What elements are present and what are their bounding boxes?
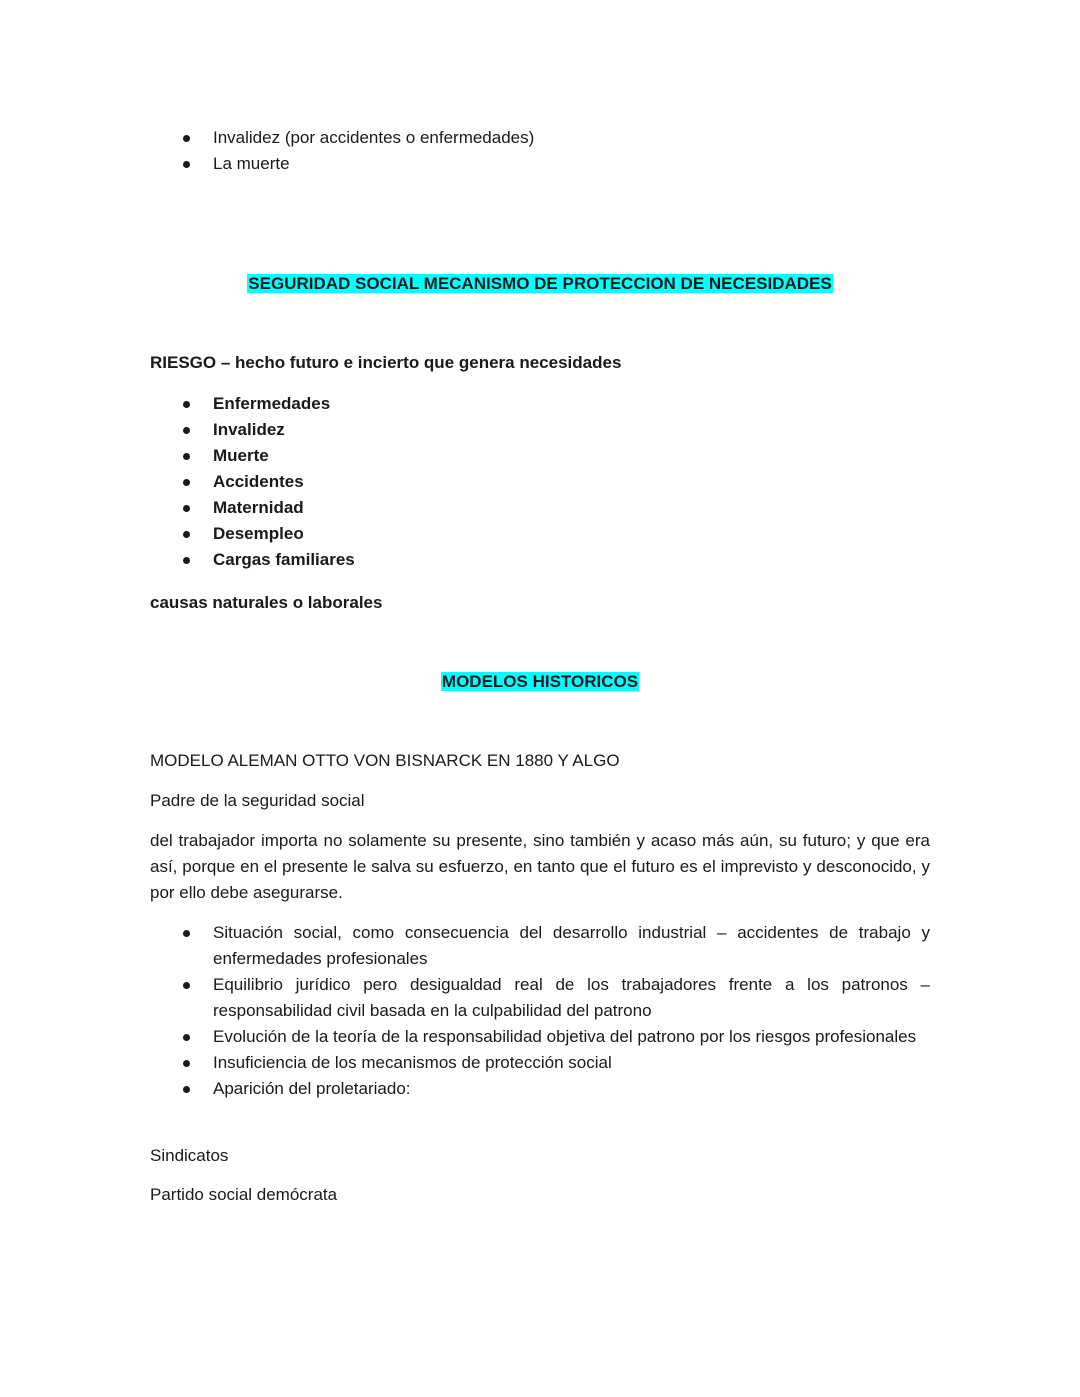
modelo-list — [150, 920, 930, 1102]
list-item: Invalidez (por accidentes o enfermedades) — [150, 125, 930, 151]
section-heading-modelos — [150, 671, 930, 693]
list-item: Cargas familiares — [150, 547, 930, 573]
list-item: Enfermedades — [150, 391, 930, 417]
partido-text: Partido social demócrata — [150, 1185, 338, 1204]
list-item: Invalidez — [150, 417, 930, 443]
list-item: Situación social, como consecuencia del desarrollo industrial – accidentes de trabajo y enfermedades profesionales — [150, 920, 930, 972]
top-list-block — [150, 125, 930, 177]
modelo-paragraph: del trabajador importa no solamente su presente, sino también y acaso más aún, su futuro; y que era así, porque en el presente le salva su esfuerzo, en tanto que el futuro es el imprevisto y desconocido, y por ello debe asegurarse. — [150, 831, 930, 902]
riesgo-list — [150, 391, 930, 573]
heading-highlight: MODELOS HISTORICOS — [441, 672, 639, 691]
riesgo-title: RIESGO – hecho futuro e incierto que genera necesidades — [150, 353, 622, 372]
riesgo-footer: causas naturales o laborales — [150, 593, 383, 612]
list-item: Insuficiencia de los mecanismos de protección social — [150, 1050, 930, 1076]
list-item: Maternidad — [150, 495, 930, 521]
list-item: Evolución de la teoría de la responsabilidad objetiva del patrono por los riesgos profesionales — [150, 1024, 930, 1050]
list-item: Aparición del proletariado: — [150, 1076, 930, 1102]
top-list — [150, 125, 930, 177]
section-heading-seguridad — [150, 273, 930, 295]
modelo-list-block — [150, 920, 930, 1102]
document-page — [150, 0, 930, 1397]
list-item: La muerte — [150, 151, 930, 177]
modelo-title: MODELO ALEMAN OTTO VON BISNARCK EN 1880 Y ALGO — [150, 751, 620, 770]
list-item: Accidentes — [150, 469, 930, 495]
list-item: Equilibrio jurídico pero desigualdad real de los trabajadores frente a los patronos – responsabilidad civil basada en la culpabilidad del patrono — [150, 972, 930, 1024]
modelo-paragraph-block — [150, 828, 930, 906]
sindicatos-text: Sindicatos — [150, 1146, 229, 1165]
riesgo-list-block — [150, 391, 930, 573]
modelo-subtitle: Padre de la seguridad social — [150, 791, 365, 810]
list-item: Muerte — [150, 443, 930, 469]
list-item: Desempleo — [150, 521, 930, 547]
heading-highlight: SEGURIDAD SOCIAL MECANISMO DE PROTECCION DE NECESIDADES — [248, 274, 832, 293]
